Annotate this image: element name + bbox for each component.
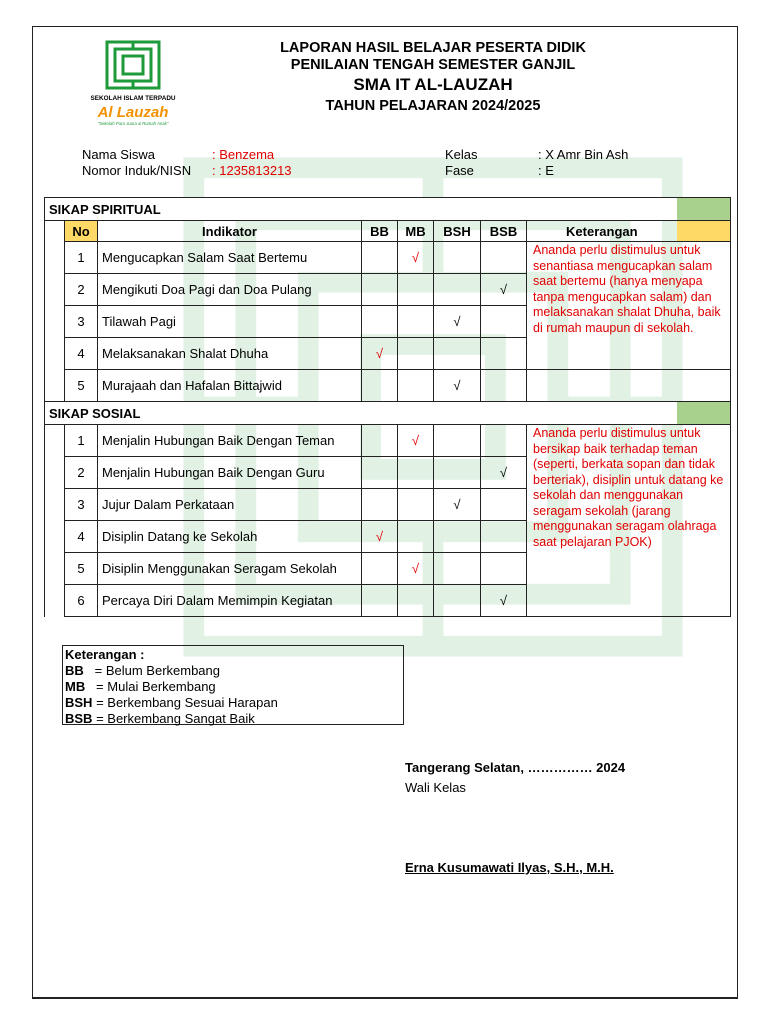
indikator-cell: Mengikuti Doa Pagi dan Doa Pulang bbox=[98, 274, 362, 306]
phase-label: Fase bbox=[445, 163, 474, 178]
indikator-cell: Menjalin Hubungan Baik Dengan Teman bbox=[98, 425, 362, 457]
svg-text:SEKOLAH ISLAM TERPADU: SEKOLAH ISLAM TERPADU bbox=[90, 95, 176, 102]
indikator-cell: Jujur Dalam Perkataan bbox=[98, 489, 362, 521]
table-row: 5 Disiplin Menggunakan Seragam Sekolah √ bbox=[45, 553, 731, 585]
signature-name: Erna Kusumawati Ilyas, S.H., M.H. bbox=[405, 860, 614, 875]
student-nisn-value: : 1235813213 bbox=[212, 163, 292, 178]
col-bsh: BSH bbox=[434, 221, 481, 242]
accent-cell bbox=[677, 402, 731, 425]
signature-place-date: Tangerang Selatan, …………… 2024 bbox=[405, 760, 626, 775]
report-header bbox=[223, 39, 643, 116]
signature-role: Wali Kelas bbox=[405, 780, 466, 795]
spiritual-section-title: SIKAP SPIRITUAL bbox=[45, 198, 677, 221]
indikator-cell: Melaksanakan Shalat Dhuha bbox=[98, 338, 362, 370]
student-name-label: Nama Siswa bbox=[82, 147, 155, 162]
legend-item: BSH = Berkembang Sesuai Harapan bbox=[65, 695, 278, 710]
col-indikator: Indikator bbox=[98, 221, 362, 242]
student-nisn-label: Nomor Induk/NISN bbox=[82, 163, 192, 178]
table-row: 6 Percaya Diri Dalam Memimpin Kegiatan √ bbox=[45, 585, 731, 617]
indikator-cell: Disiplin Datang ke Sekolah bbox=[98, 521, 362, 553]
school-emblem-icon bbox=[73, 39, 193, 135]
class-label: Kelas bbox=[445, 147, 478, 162]
indikator-cell: Mengucapkan Salam Saat Bertemu bbox=[98, 242, 362, 274]
legend-box bbox=[62, 645, 404, 725]
indikator-cell: Percaya Diri Dalam Memimpin Kegiatan bbox=[98, 585, 362, 617]
table-row: 1 Mengucapkan Salam Saat Bertemu √ Ananda perlu distimulus untuk senantiasa mengucapkan salam saat bertemu (hanya menyapa tanpa mengucapkan salam) dan melaksanakan shalat Dhuha, baik di rumah maupun di sekolah. bbox=[45, 242, 731, 274]
academic-year: TAHUN PELAJARAN 2024/2025 bbox=[325, 98, 541, 114]
school-name: SMA IT AL-LAUZAH bbox=[353, 75, 513, 94]
legend-item: BSB = Berkembang Sangat Baik bbox=[65, 711, 255, 726]
spiritual-table bbox=[44, 197, 731, 617]
table-row: 3 Jujur Dalam Perkataan √ bbox=[45, 489, 731, 521]
col-bb: BB bbox=[362, 221, 398, 242]
student-name-value: : Benzema bbox=[212, 147, 275, 162]
legend-item: MB = Mulai Berkembang bbox=[65, 679, 216, 694]
phase-value: : E bbox=[538, 163, 554, 178]
col-bsb: BSB bbox=[481, 221, 527, 242]
col-no: No bbox=[65, 221, 98, 242]
school-logo bbox=[73, 39, 193, 135]
table-row: 5 Murajaah dan Hafalan Bittajwid √ bbox=[45, 370, 731, 402]
class-value: : X Amr Bin Ash bbox=[538, 147, 629, 162]
spiritual-section-row bbox=[45, 198, 731, 221]
accent-cell bbox=[677, 198, 731, 221]
social-keterangan: Ananda perlu distimulus untuk bersikap baik terhadap teman (seperti, berkata sopan dan tidak berteriak), disiplin untuk datang ke sekolah dan menggunakan seragam sekolah (jarang menggunakan seragam olahraga saat pelajaran PJOK) bbox=[527, 425, 731, 617]
table-row: 2 Menjalin Hubungan Baik Dengan Guru √ bbox=[45, 457, 731, 489]
report-page bbox=[32, 26, 738, 999]
table-row: 1 Menjalin Hubungan Baik Dengan Teman √ Ananda perlu distimulus untuk bersikap baik terhadap teman (seperti, berkata sopan dan tidak berteriak), disiplin untuk datang ke sekolah dan menggunakan seragam sekolah (jarang menggunakan seragam olahraga saat pelajaran PJOK) bbox=[45, 425, 731, 457]
svg-text:"Sekolah Para Juara & Rumah An: "Sekolah Para Juara & Rumah Anak" bbox=[97, 121, 169, 126]
indikator-cell: Tilawah Pagi bbox=[98, 306, 362, 338]
table-row: 4 Disiplin Datang ke Sekolah √ bbox=[45, 521, 731, 553]
col-mb: MB bbox=[398, 221, 434, 242]
table-row: 3 Tilawah Pagi √ bbox=[45, 306, 731, 338]
col-keterangan: Keterangan bbox=[527, 221, 677, 242]
indikator-cell: Murajaah dan Hafalan Bittajwid bbox=[98, 370, 362, 402]
legend-title: Keterangan : bbox=[65, 647, 145, 662]
legend-item: BB = Belum Berkembang bbox=[65, 663, 220, 678]
table-header-row bbox=[45, 221, 731, 242]
spiritual-keterangan: Ananda perlu distimulus untuk senantiasa mengucapkan salam saat bertemu (hanya menyapa tanpa mengucapkan salam) dan melaksanakan shalat Dhuha, baik di rumah maupun di sekolah. bbox=[527, 242, 731, 370]
indikator-cell: Menjalin Hubungan Baik Dengan Guru bbox=[98, 457, 362, 489]
report-title: LAPORAN HASIL BELAJAR PESERTA DIDIK bbox=[280, 40, 586, 56]
indikator-cell: Disiplin Menggunakan Seragam Sekolah bbox=[98, 553, 362, 585]
social-section-title: SIKAP SOSIAL bbox=[45, 402, 677, 425]
table-row: 4 Melaksanakan Shalat Dhuha √ bbox=[45, 338, 731, 370]
social-section-row bbox=[45, 402, 731, 425]
report-subtitle: PENILAIAN TENGAH SEMESTER GANJIL bbox=[290, 57, 576, 73]
svg-text:Al Lauzah: Al Lauzah bbox=[97, 104, 169, 121]
table-row: 2 Mengikuti Doa Pagi dan Doa Pulang √ bbox=[45, 274, 731, 306]
